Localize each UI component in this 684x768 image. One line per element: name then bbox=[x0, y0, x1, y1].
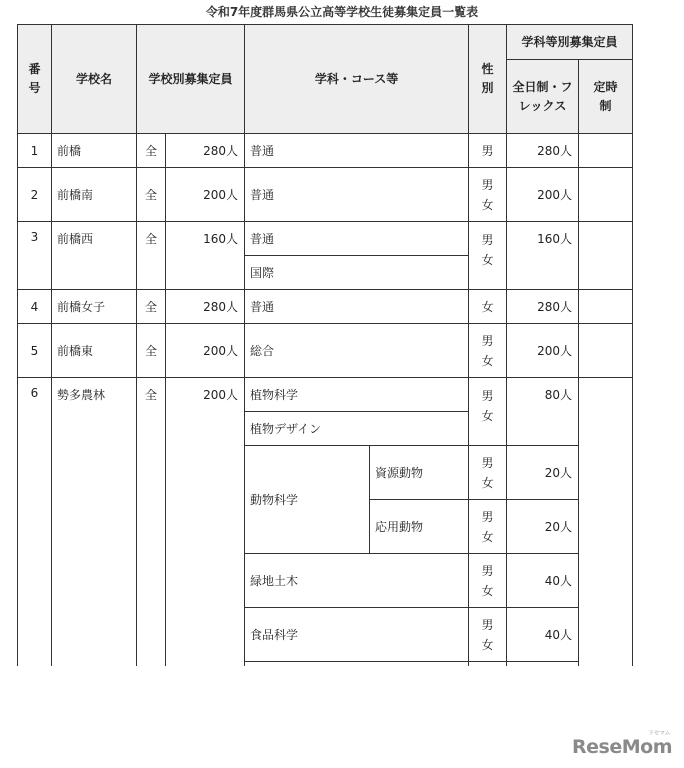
header-capacity: 学校別募集定員 bbox=[137, 25, 245, 134]
table-continuation bbox=[469, 662, 507, 666]
school-name: 前橋女子 bbox=[52, 290, 137, 324]
dept-cell: 緑地土木 bbox=[245, 554, 469, 608]
fulltime-cap-cell: 280人 bbox=[507, 290, 579, 324]
gender-cell: 女 bbox=[469, 290, 507, 324]
capacity-cell: 280人 bbox=[166, 290, 245, 324]
fulltime-cap-cell: 200人 bbox=[507, 168, 579, 222]
fulltime-cap-cell: 80人 bbox=[507, 378, 579, 446]
gender-cell: 男女 bbox=[469, 378, 507, 446]
parttime-cap-cell bbox=[579, 222, 633, 290]
dept-cell: 普通 bbox=[245, 290, 469, 324]
dept-cell: 総合 bbox=[245, 324, 469, 378]
dept-cell: 普通 bbox=[245, 134, 469, 168]
dept-cell: 普通 bbox=[245, 168, 469, 222]
parttime-cap-cell bbox=[579, 168, 633, 222]
header-school: 学校名 bbox=[52, 25, 137, 134]
dept-cell: 植物デザイン bbox=[245, 412, 469, 446]
fulltime-cap-cell: 280人 bbox=[507, 134, 579, 168]
table-row bbox=[18, 324, 633, 378]
header-fulltime: 全日制・フレックス bbox=[507, 60, 579, 134]
school-name: 前橋 bbox=[52, 134, 137, 168]
type-cell: 全 bbox=[137, 324, 166, 378]
gender-cell: 男女 bbox=[469, 324, 507, 378]
school-name: 前橋東 bbox=[52, 324, 137, 378]
row-no: 6 bbox=[18, 378, 52, 666]
dept-cell: 国際 bbox=[245, 256, 469, 290]
capacity-cell: 200人 bbox=[166, 168, 245, 222]
table-continuation bbox=[507, 662, 579, 666]
gender-cell: 男女 bbox=[469, 608, 507, 662]
gender-cell: 男 bbox=[469, 134, 507, 168]
fulltime-cap-cell: 40人 bbox=[507, 554, 579, 608]
table-row bbox=[18, 134, 633, 168]
table-row bbox=[18, 168, 633, 222]
gender-cell: 男女 bbox=[469, 446, 507, 500]
capacity-cell: 160人 bbox=[166, 222, 245, 290]
row-no: 1 bbox=[18, 134, 52, 168]
sub-dept-cell: 資源動物 bbox=[370, 446, 469, 500]
table-row bbox=[18, 222, 633, 256]
gender-cell: 男女 bbox=[469, 222, 507, 290]
row-no: 5 bbox=[18, 324, 52, 378]
dept-cell: 食品科学 bbox=[245, 608, 469, 662]
gender-cell: 男女 bbox=[469, 500, 507, 554]
type-cell: 全 bbox=[137, 134, 166, 168]
table-row bbox=[18, 378, 633, 412]
parttime-cap-cell bbox=[579, 324, 633, 378]
header-gender: 性別 bbox=[469, 25, 507, 134]
gender-cell: 男女 bbox=[469, 168, 507, 222]
row-no: 3 bbox=[18, 222, 52, 290]
capacity-cell: 200人 bbox=[166, 324, 245, 378]
capacity-cell: 200人 bbox=[166, 378, 245, 666]
resemom-logo bbox=[572, 730, 672, 758]
type-cell: 全 bbox=[137, 222, 166, 290]
logo-kana: リセマム bbox=[648, 730, 670, 737]
row-no: 4 bbox=[18, 290, 52, 324]
fulltime-cap-cell: 200人 bbox=[507, 324, 579, 378]
table-continuation bbox=[245, 662, 469, 666]
type-cell: 全 bbox=[137, 290, 166, 324]
school-name: 勢多農林 bbox=[52, 378, 137, 666]
enrollment-table bbox=[17, 24, 633, 666]
fulltime-cap-cell: 20人 bbox=[507, 500, 579, 554]
parttime-cap-cell bbox=[579, 378, 633, 666]
fulltime-cap-cell: 160人 bbox=[507, 222, 579, 290]
table-row bbox=[18, 290, 633, 324]
dept-cell: 普通 bbox=[245, 222, 469, 256]
type-cell: 全 bbox=[137, 378, 166, 666]
parttime-cap-cell bbox=[579, 290, 633, 324]
gender-cell: 男女 bbox=[469, 554, 507, 608]
fulltime-cap-cell: 20人 bbox=[507, 446, 579, 500]
page-title: 令和7年度群馬県公立高等学校生徒募集定員一覧表 bbox=[205, 5, 479, 19]
logo-text: ReseMom bbox=[572, 736, 672, 758]
sub-dept-cell: 応用動物 bbox=[370, 500, 469, 554]
parttime-cap-cell bbox=[579, 134, 633, 168]
type-cell: 全 bbox=[137, 168, 166, 222]
fulltime-cap-cell: 40人 bbox=[507, 608, 579, 662]
dept-cell: 動物科学 bbox=[245, 446, 370, 554]
school-name: 前橋南 bbox=[52, 168, 137, 222]
capacity-cell: 280人 bbox=[166, 134, 245, 168]
header-parttime: 定時制 bbox=[579, 60, 633, 134]
school-name: 前橋西 bbox=[52, 222, 137, 290]
header-no: 番号 bbox=[18, 25, 52, 134]
dept-cell: 植物科学 bbox=[245, 378, 469, 412]
row-no: 2 bbox=[18, 168, 52, 222]
header-dept: 学科・コース等 bbox=[245, 25, 469, 134]
header-dept-capacity: 学科等別募集定員 bbox=[507, 25, 633, 60]
